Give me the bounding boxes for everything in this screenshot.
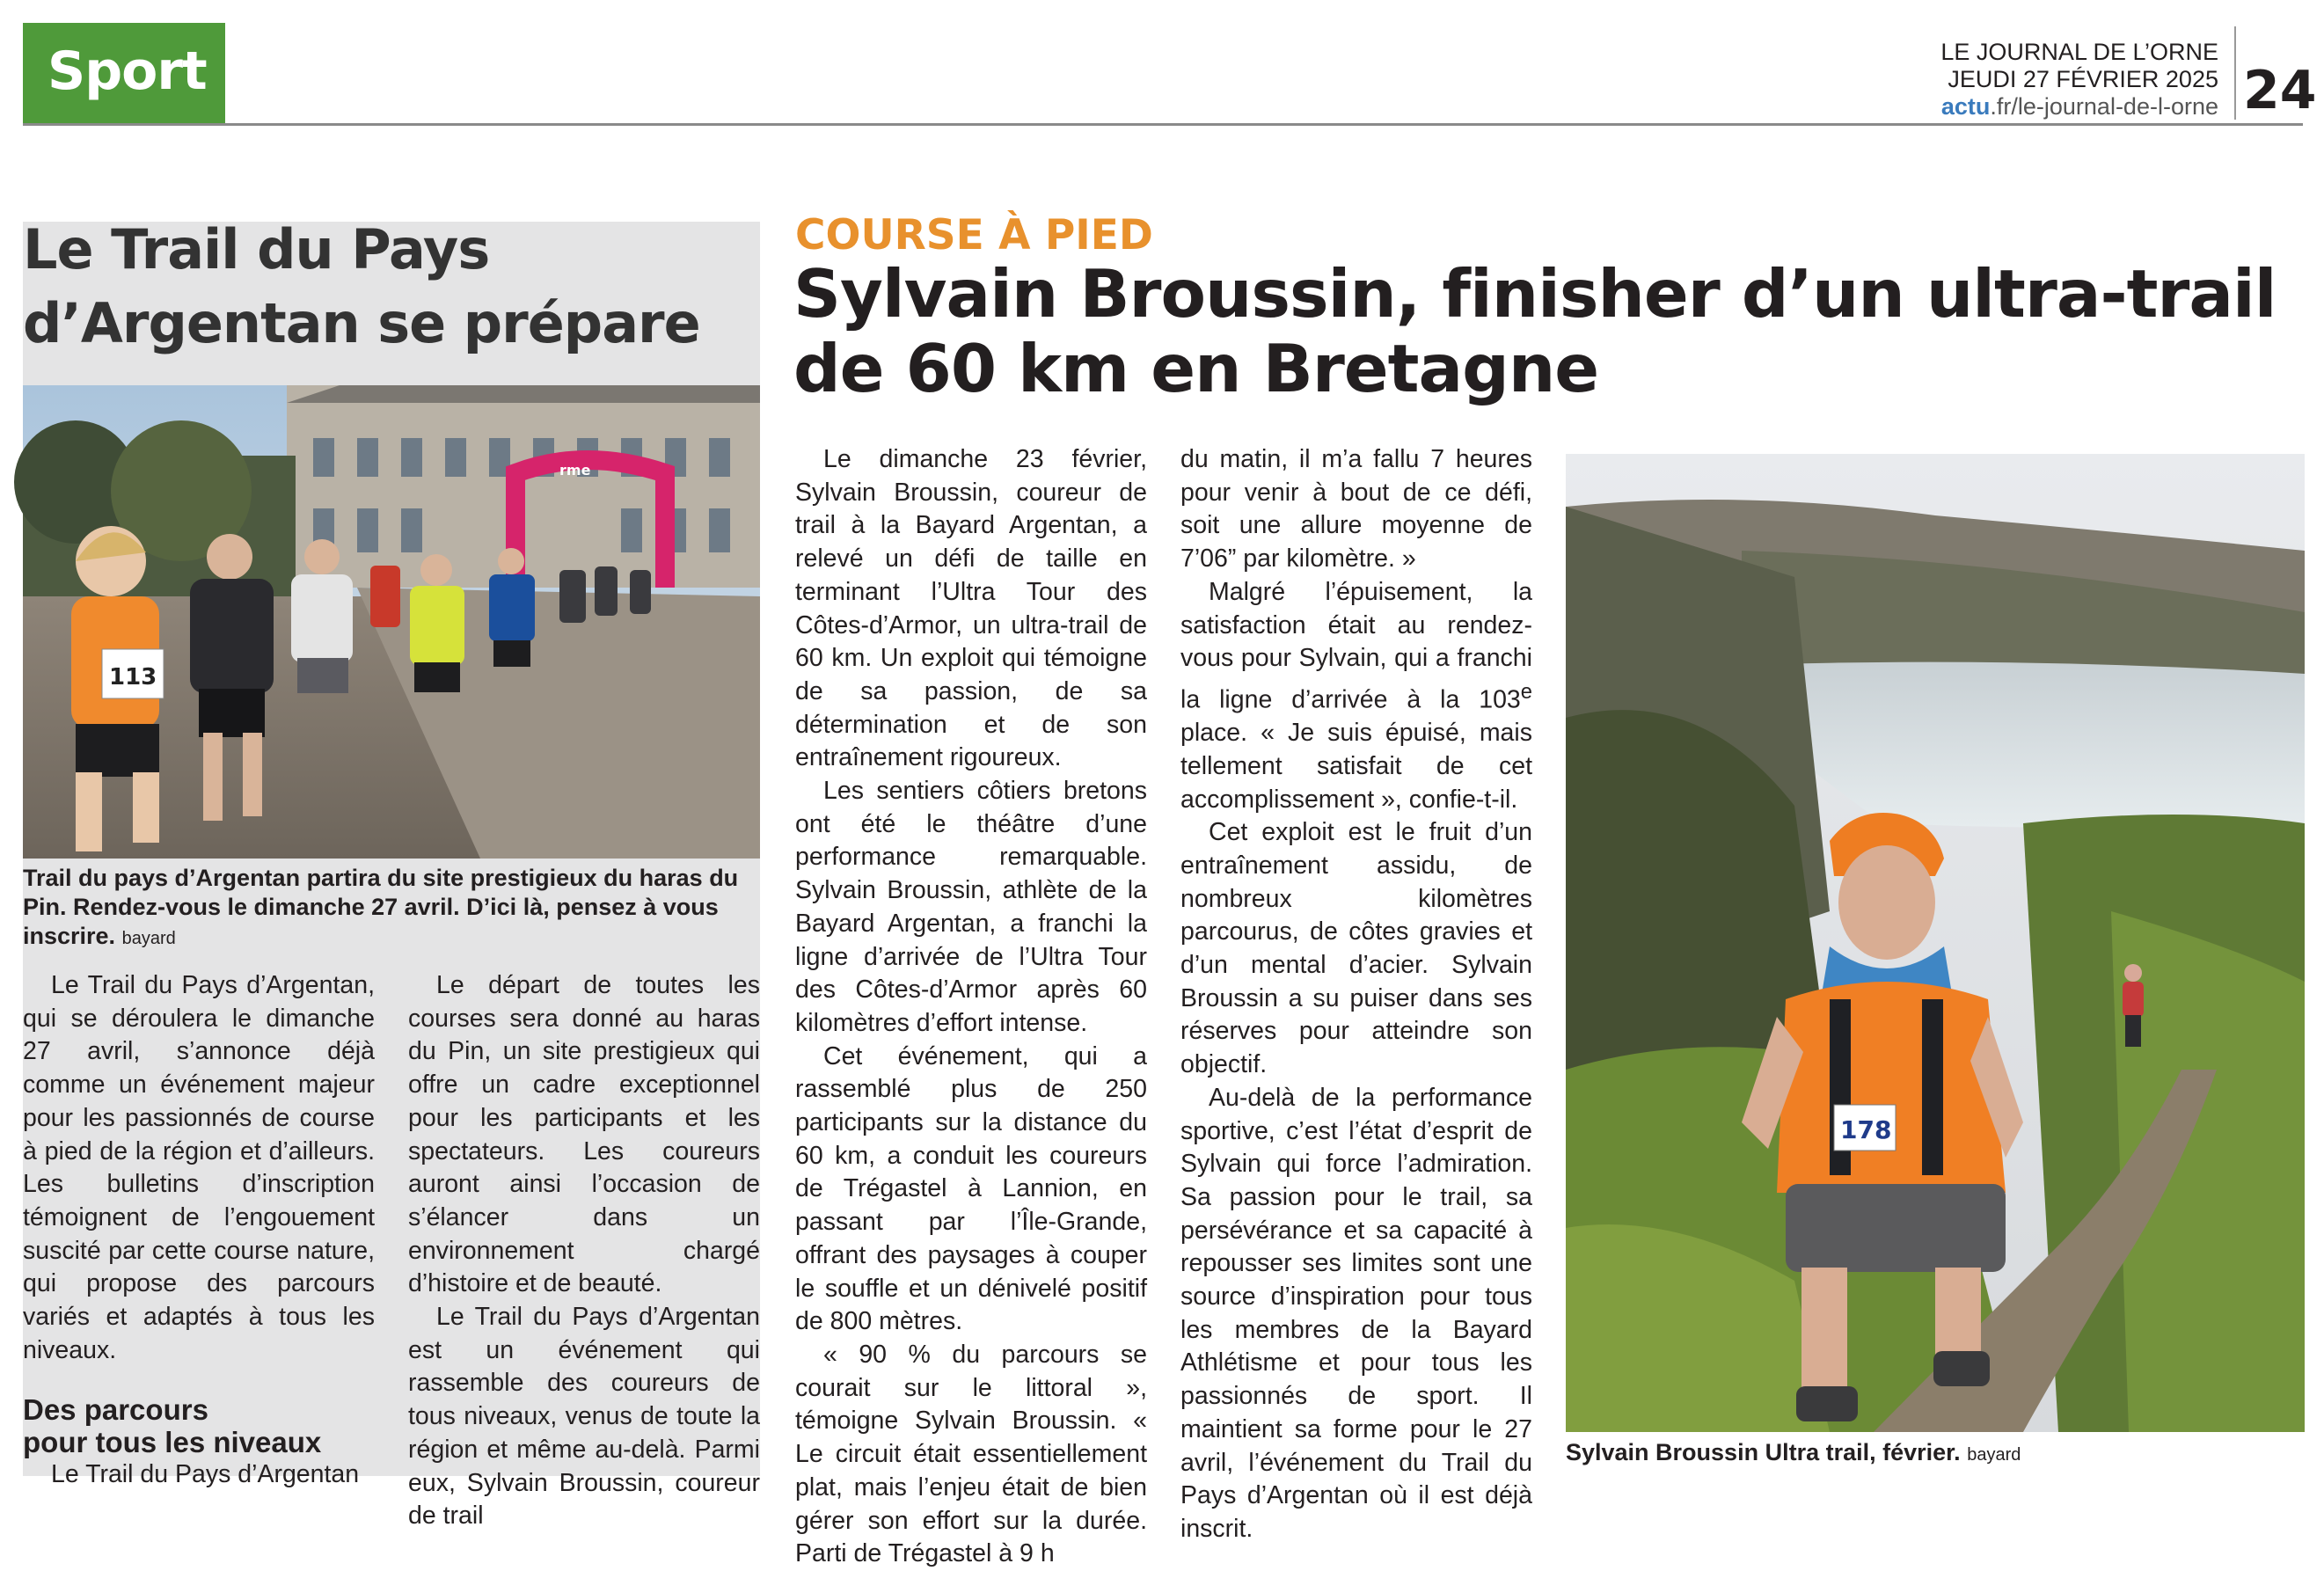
main-article-column-2: [1180, 443, 1532, 1546]
left-col2-paragraph-1: Le départ de toutes les courses sera donné au haras du Pin, un site prestigieux qui offre un cadre exceptionnel pour les participants et les spectateurs. Les coureurs auront ainsi l’occasion de s’élancer dans un environnement chargé d’histoire et de beauté.: [408, 971, 760, 1298]
website-link[interactable]: [1940, 93, 2218, 121]
main-col2-paragraph-3: Cet exploit est le fruit d’un entraînement assidu, de nombreux kilomètres parcourus, de côtes gravies et d’un mental d’acier. Sylvain Broussin a su puiser dans ses réserves pour atteindre son objectif.: [1180, 818, 1532, 1079]
left-col1-paragraph-1: Le Trail du Pays d’Argentan, qui se déroulera le dimanche 27 avril, s’annonce déjà comme un événement majeur pour les passionnés de course à pied de la région et d’ailleurs. Les bulletins d’inscription témoignent de l’engouement suscité par cette course nature, qui propose des parcours variés et adaptés à tous les niveaux.: [23, 971, 375, 1364]
left-photo-credit: bayard: [121, 929, 176, 948]
main-col1-paragraph-4: « 90 % du parcours se courait sur le littoral », témoigne Sylvain Broussin. « Le circuit était essentiellement plat, mais l’enjeu était de bien gérer son effort sur la durée. Parti de Trégastel à 9 h: [795, 1340, 1147, 1568]
url-path: .fr/le-journal-de-l-orne: [1990, 93, 2218, 120]
main-col2-paragraph-2: [1180, 576, 1532, 816]
left-col2-paragraph-2: Le Trail du Pays d’Argentan est un événement qui rassemble des coureurs de tous niveaux, venus de toute la région et même au-delà. Parmi eux, Sylvain Broussin, coureur de trail: [408, 1303, 760, 1531]
bib-number-right: 178: [1840, 1115, 1892, 1144]
page-number: 24: [2243, 60, 2317, 121]
left-article-column-2: [408, 969, 760, 1533]
right-caption-text: Sylvain Broussin Ultra trail, février.: [1566, 1439, 1961, 1465]
page-number-divider: [2234, 26, 2236, 120]
ordinal-suffix: e: [1520, 679, 1532, 704]
left-col1-subheading: [23, 1393, 375, 1458]
right-photo-caption: [1566, 1439, 2021, 1466]
url-domain: actu: [1940, 93, 1991, 120]
main-article-title: [793, 257, 2289, 406]
arch-banner-text: rme: [559, 462, 591, 479]
newspaper-name: LE JOURNAL DE L’ORNE: [1940, 39, 2218, 65]
coastal-trail-photo: [1566, 454, 2305, 1432]
main-col1-paragraph-1: Le dimanche 23 février, Sylvain Broussin, coureur de trail à la Bayard Argentan, a relevé un défi de taille en terminant l’Ultra Tour des Côtes-d’Armor, un ultra-trail de 60 km. Un exploit qui témoigne de sa passion, de sa détermination et de son entraînement rigoureux.: [795, 445, 1147, 772]
main-col1-paragraph-3: Cet événement, qui a rassemblé plus de 250 participants sur la distance du 60 km, a conduit les coureurs de Trégastel à Lannion, en passant par l’Île-Grande, offrant des paysages à couper le souffle et un dénivelé positif de 800 mètres.: [795, 1041, 1147, 1336]
main-title-line1: Sylvain Broussin, finisher d’un ultra-trail: [793, 255, 2276, 332]
subheading-line2: pour tous les niveaux: [23, 1426, 322, 1459]
left-col1-paragraph-2: Le Trail du Pays d’Argentan: [51, 1460, 360, 1489]
left-title-line1: Le Trail du Pays: [23, 217, 490, 281]
left-article-title: [23, 213, 760, 361]
main-col1-paragraph-2: Les sentiers côtiers bretons ont été le théâtre d’une performance remarquable. Sylvain Broussin, athlète de la Bayard Argentan, a franchi la ligne d’arrivée de l’Ultra Tour des Côtes-d’Armor après 60 kilomètres d’effort intense.: [795, 777, 1147, 1037]
main-article-column-1: [795, 443, 1147, 1571]
left-title-line2: d’Argentan se prépare: [23, 291, 700, 355]
main-col2-paragraph-1: du matin, il m’a fallu 7 heures pour venir à bout de ce défi, soit une allure moyenne de 7’06” par kilomètre. »: [1180, 445, 1532, 574]
article-kicker: COURSE À PIED: [795, 211, 1153, 259]
left-article-column-1: [23, 969, 375, 1492]
header-rule: [23, 123, 2303, 126]
left-photo-caption: [23, 864, 744, 954]
main-col2-p2-before: Malgré l’épuisement, la satisfaction était au rendez-vous pour Sylvain, qui a franchi la ligne d’arrivée à la 103: [1180, 577, 1532, 714]
trail-runner-illustration: [1566, 454, 2305, 1432]
runners-illustration: [23, 385, 760, 859]
right-photo-credit: bayard: [1967, 1445, 2021, 1465]
main-col2-paragraph-4: Au-delà de la performance sportive, c’est l’état d’esprit de Sylvain qui force l’admiration. Sa passion pour le trail, sa persévérance et sa capacité à repousser ses limites sont une source d’inspiration pour tous les membres de la Bayard Athlétisme et pour tous les passionnés de sport. Il maintient sa forme pour le 27 avril, l’événement du Trail du Pays d’Argentan où il est déjà inscrit.: [1180, 1083, 1532, 1543]
main-col2-p2-after: place. « Je suis épuisé, mais tellement satisfait de cet accomplissement », confie-t-il.: [1180, 719, 1532, 814]
left-caption-text: Trail du pays d’Argentan partira du site prestigieux du haras du Pin. Rendez-vous le dimanche 27 avril. D’ici là, pensez à vous inscrire.: [23, 865, 739, 949]
issue-date: JEUDI 27 FÉVRIER 2025: [1948, 66, 2218, 92]
main-title-line2: de 60 km en Bretagne: [793, 330, 1599, 407]
subheading-line1: Des parcours: [23, 1393, 208, 1427]
masthead: [1940, 39, 2218, 121]
section-tab: [23, 23, 225, 123]
section-label: Sport: [48, 40, 207, 102]
bib-number-left: 113: [109, 664, 157, 691]
haras-start-photo: [23, 385, 760, 859]
